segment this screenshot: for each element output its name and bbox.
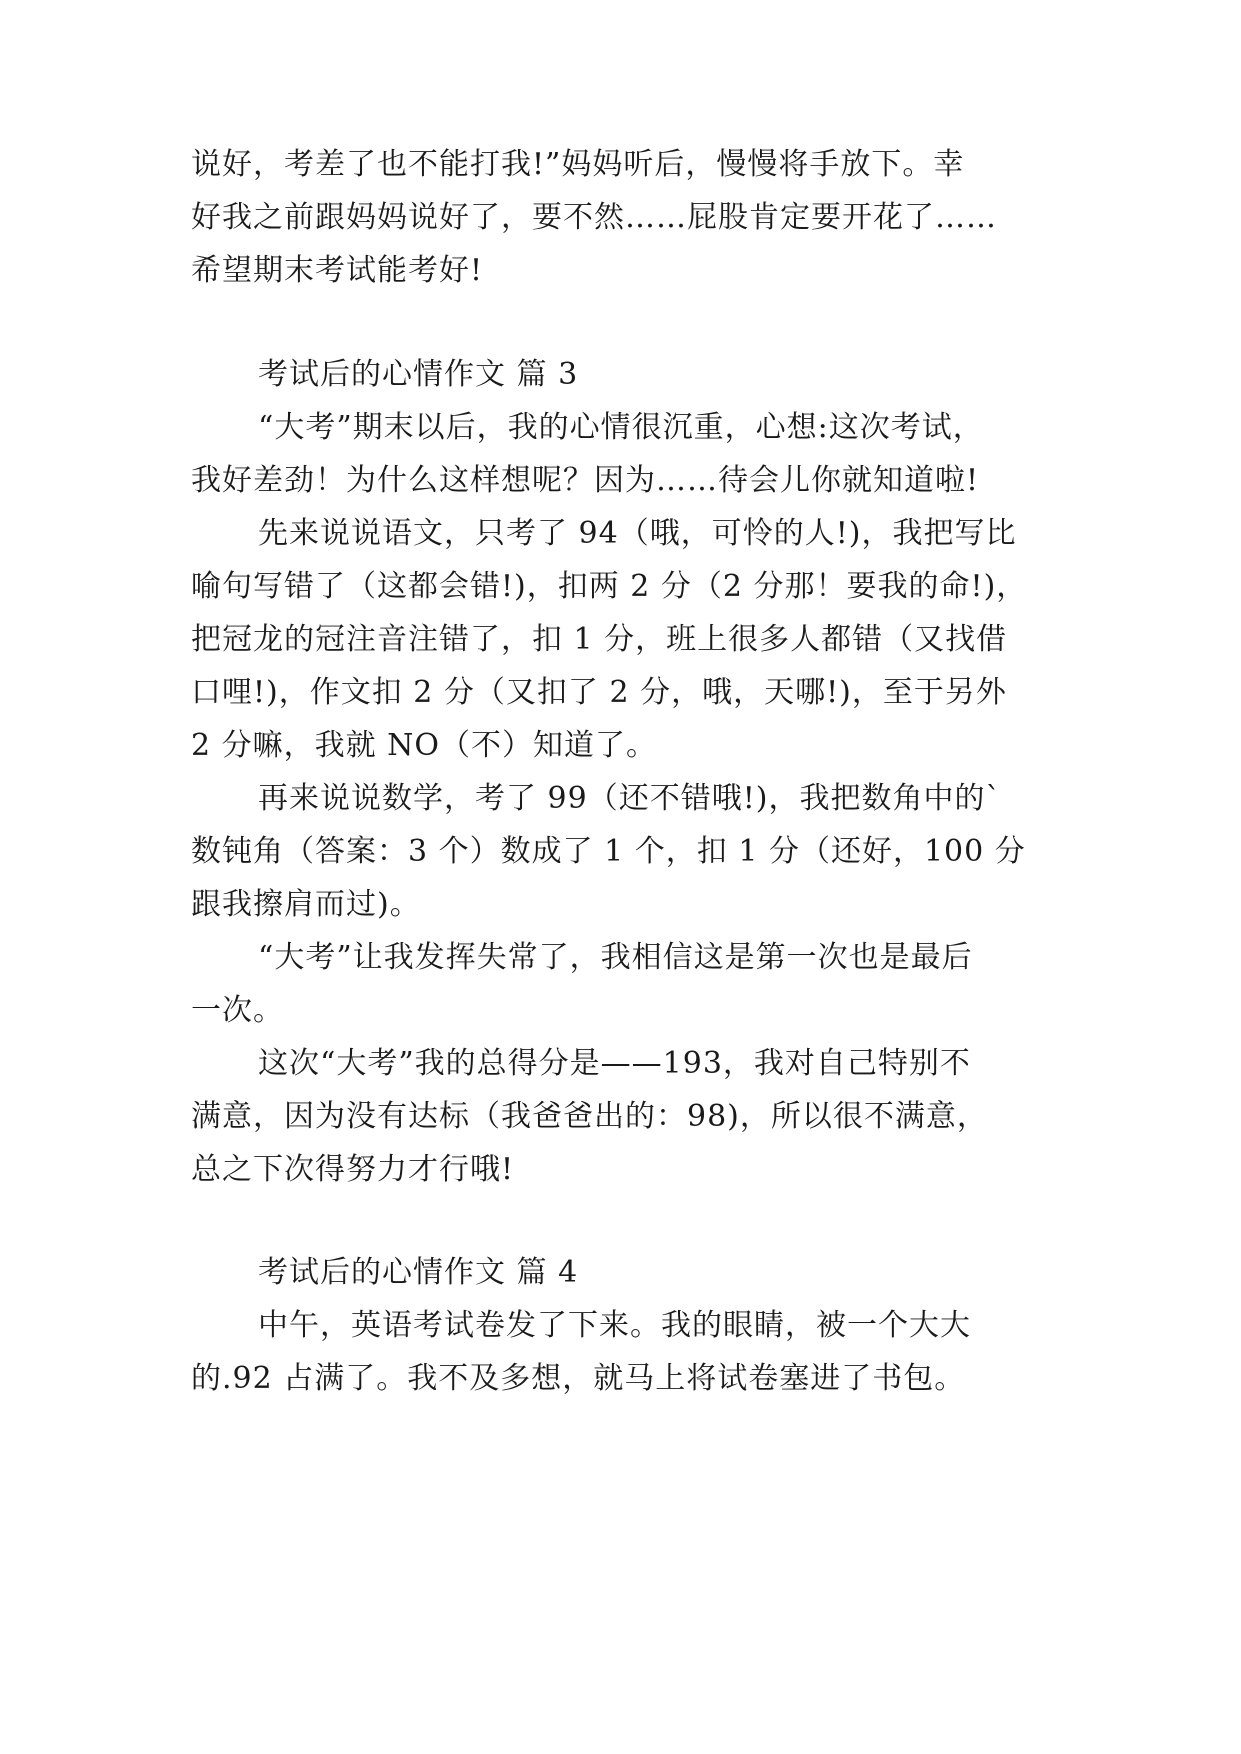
paragraph-line: 满意，因为没有达标（我爸爸出的：98)，所以很不满意，: [191, 1099, 988, 1134]
paragraph-line: 好我之前跟妈妈说好了，要不然……屁股肯定要开花了……: [191, 200, 997, 235]
paragraph-line: 一次。: [191, 993, 284, 1028]
section-heading: 考试后的心情作文 篇 4: [258, 1255, 579, 1290]
paragraph-line: 2 分嘛，我就 NO（不）知道了。: [191, 728, 658, 763]
paragraph-line: 把冠龙的冠注音注错了，扣 1 分，班上很多人都错（又找借: [191, 622, 1008, 657]
paragraph-line: “大考”期末以后，我的心情很沉重，心想:这次考试，: [258, 410, 984, 445]
paragraph-line: 中午，英语考试卷发了下来。我的眼睛，被一个大大: [258, 1308, 971, 1343]
paragraph-line: 的.92 占满了。我不及多想，就马上将试卷塞进了书包。: [191, 1361, 966, 1396]
paragraph-line: 这次“大考”我的总得分是——193，我对自己特别不: [258, 1046, 971, 1081]
paragraph-line: 说好，考差了也不能打我!”妈妈听后，慢慢将手放下。幸: [191, 147, 965, 182]
paragraph-line: 总之下次得努力才行哦!: [191, 1152, 515, 1187]
paragraph-line: 希望期末考试能考好!: [191, 253, 484, 288]
paragraph-line: “大考”让我发挥失常了，我相信这是第一次也是最后: [258, 940, 973, 975]
paragraph-line: 数钝角（答案：3 个）数成了 1 个，扣 1 分（还好，100 分: [191, 834, 1026, 869]
paragraph-line: 喻句写错了（这都会错!)，扣两 2 分（2 分那！要我的命!)，: [191, 569, 1028, 604]
paragraph-line: 跟我擦肩而过)。: [191, 887, 421, 922]
section-heading: 考试后的心情作文 篇 3: [258, 357, 579, 392]
paragraph-line: 再来说说数学，考了 99（还不错哦!)，我把数角中的`: [258, 781, 1002, 816]
paragraph-line: 口哩!)，作文扣 2 分（又扣了 2 分，哦，天哪!)，至于另外: [191, 675, 1007, 710]
paragraph-line: 我好差劲！为什么这样想呢？因为……待会儿你就知道啦!: [191, 463, 980, 498]
paragraph-line: 先来说说语文，只考了 94（哦，可怜的人!)，我把写比: [258, 516, 1017, 551]
